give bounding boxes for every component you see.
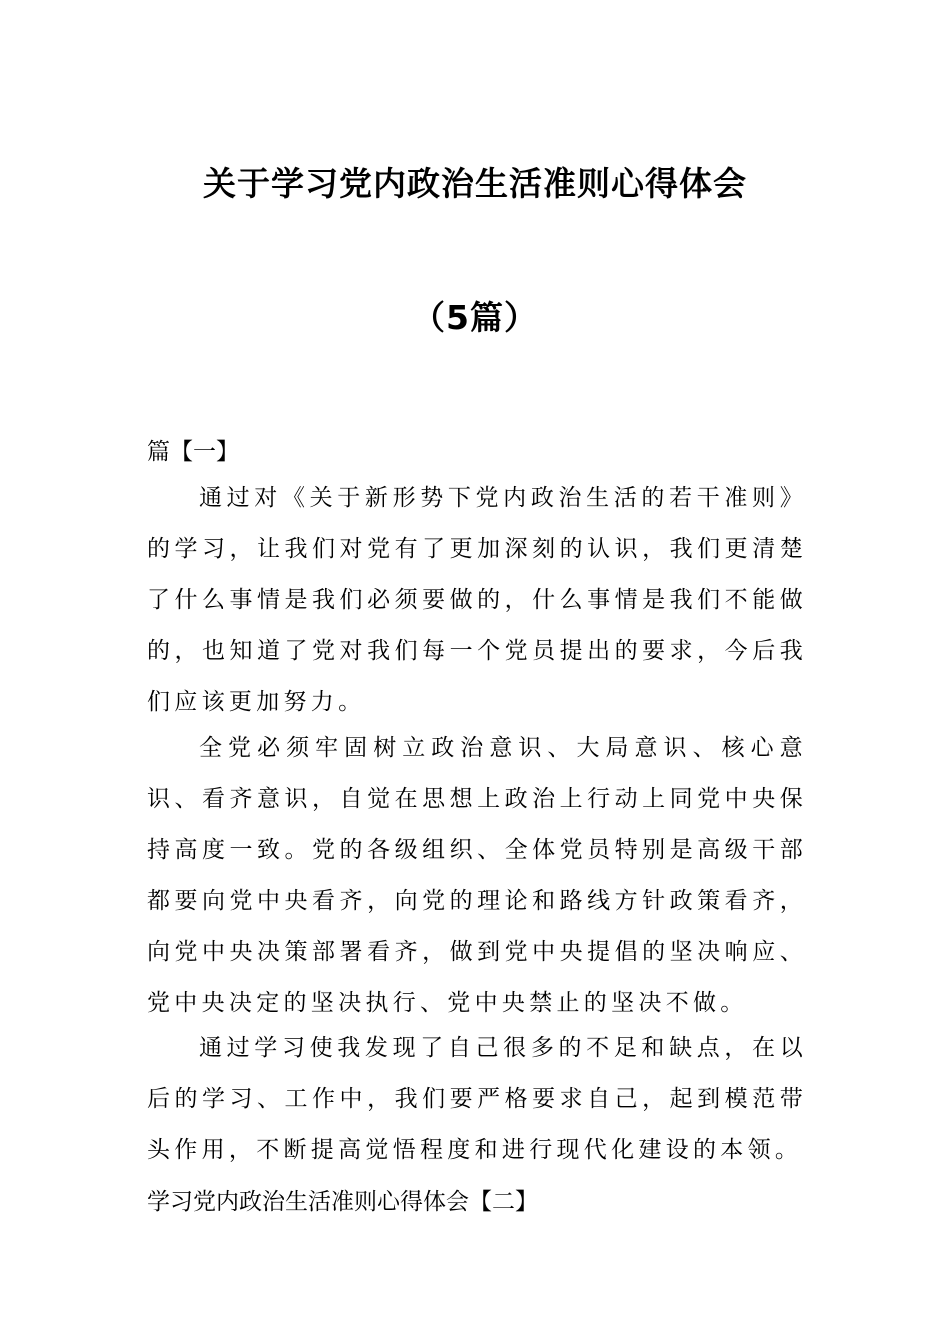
paragraph-2: 全党必须牢固树立政治意识、大局意识、核心意识、看齐意识，自觉在思想上政治上行动上同党中央保持高度一致。党的各级组织、全体党员特别是高级干部都要向党中央看齐，向党的理论和路线方针政策看齐，向党中央决策部署看齐，做到党中央提倡的坚决响应、党中央决定的坚决执行、党中央禁止的坚决不做。 [147, 735, 807, 1016]
paragraph-3: 通过学习使我发现了自己很多的不足和缺点，在以后的学习、工作中，我们要严格要求自己，起到模范带头作用，不断提高觉悟程度和进行现代化建设的本领。 [147, 1035, 807, 1163]
section-heading-2: 学习党内政治生活准则心得体会【二】 [147, 1189, 538, 1215]
section-heading-1: 篇【一】 [147, 439, 239, 465]
document-title: 关于学习党内政治生活准则心得体会 [203, 164, 747, 203]
paragraph-1: 通过对《关于新形势下党内政治生活的若干准则》的学习，让我们对党有了更加深刻的认识，我们更清楚了什么事情是我们必须要做的，什么事情是我们不能做的，也知道了党对我们每一个党员提出的要求，今后我们应该更加努力。 [147, 485, 807, 715]
document-subtitle: （5篇） [412, 298, 538, 337]
